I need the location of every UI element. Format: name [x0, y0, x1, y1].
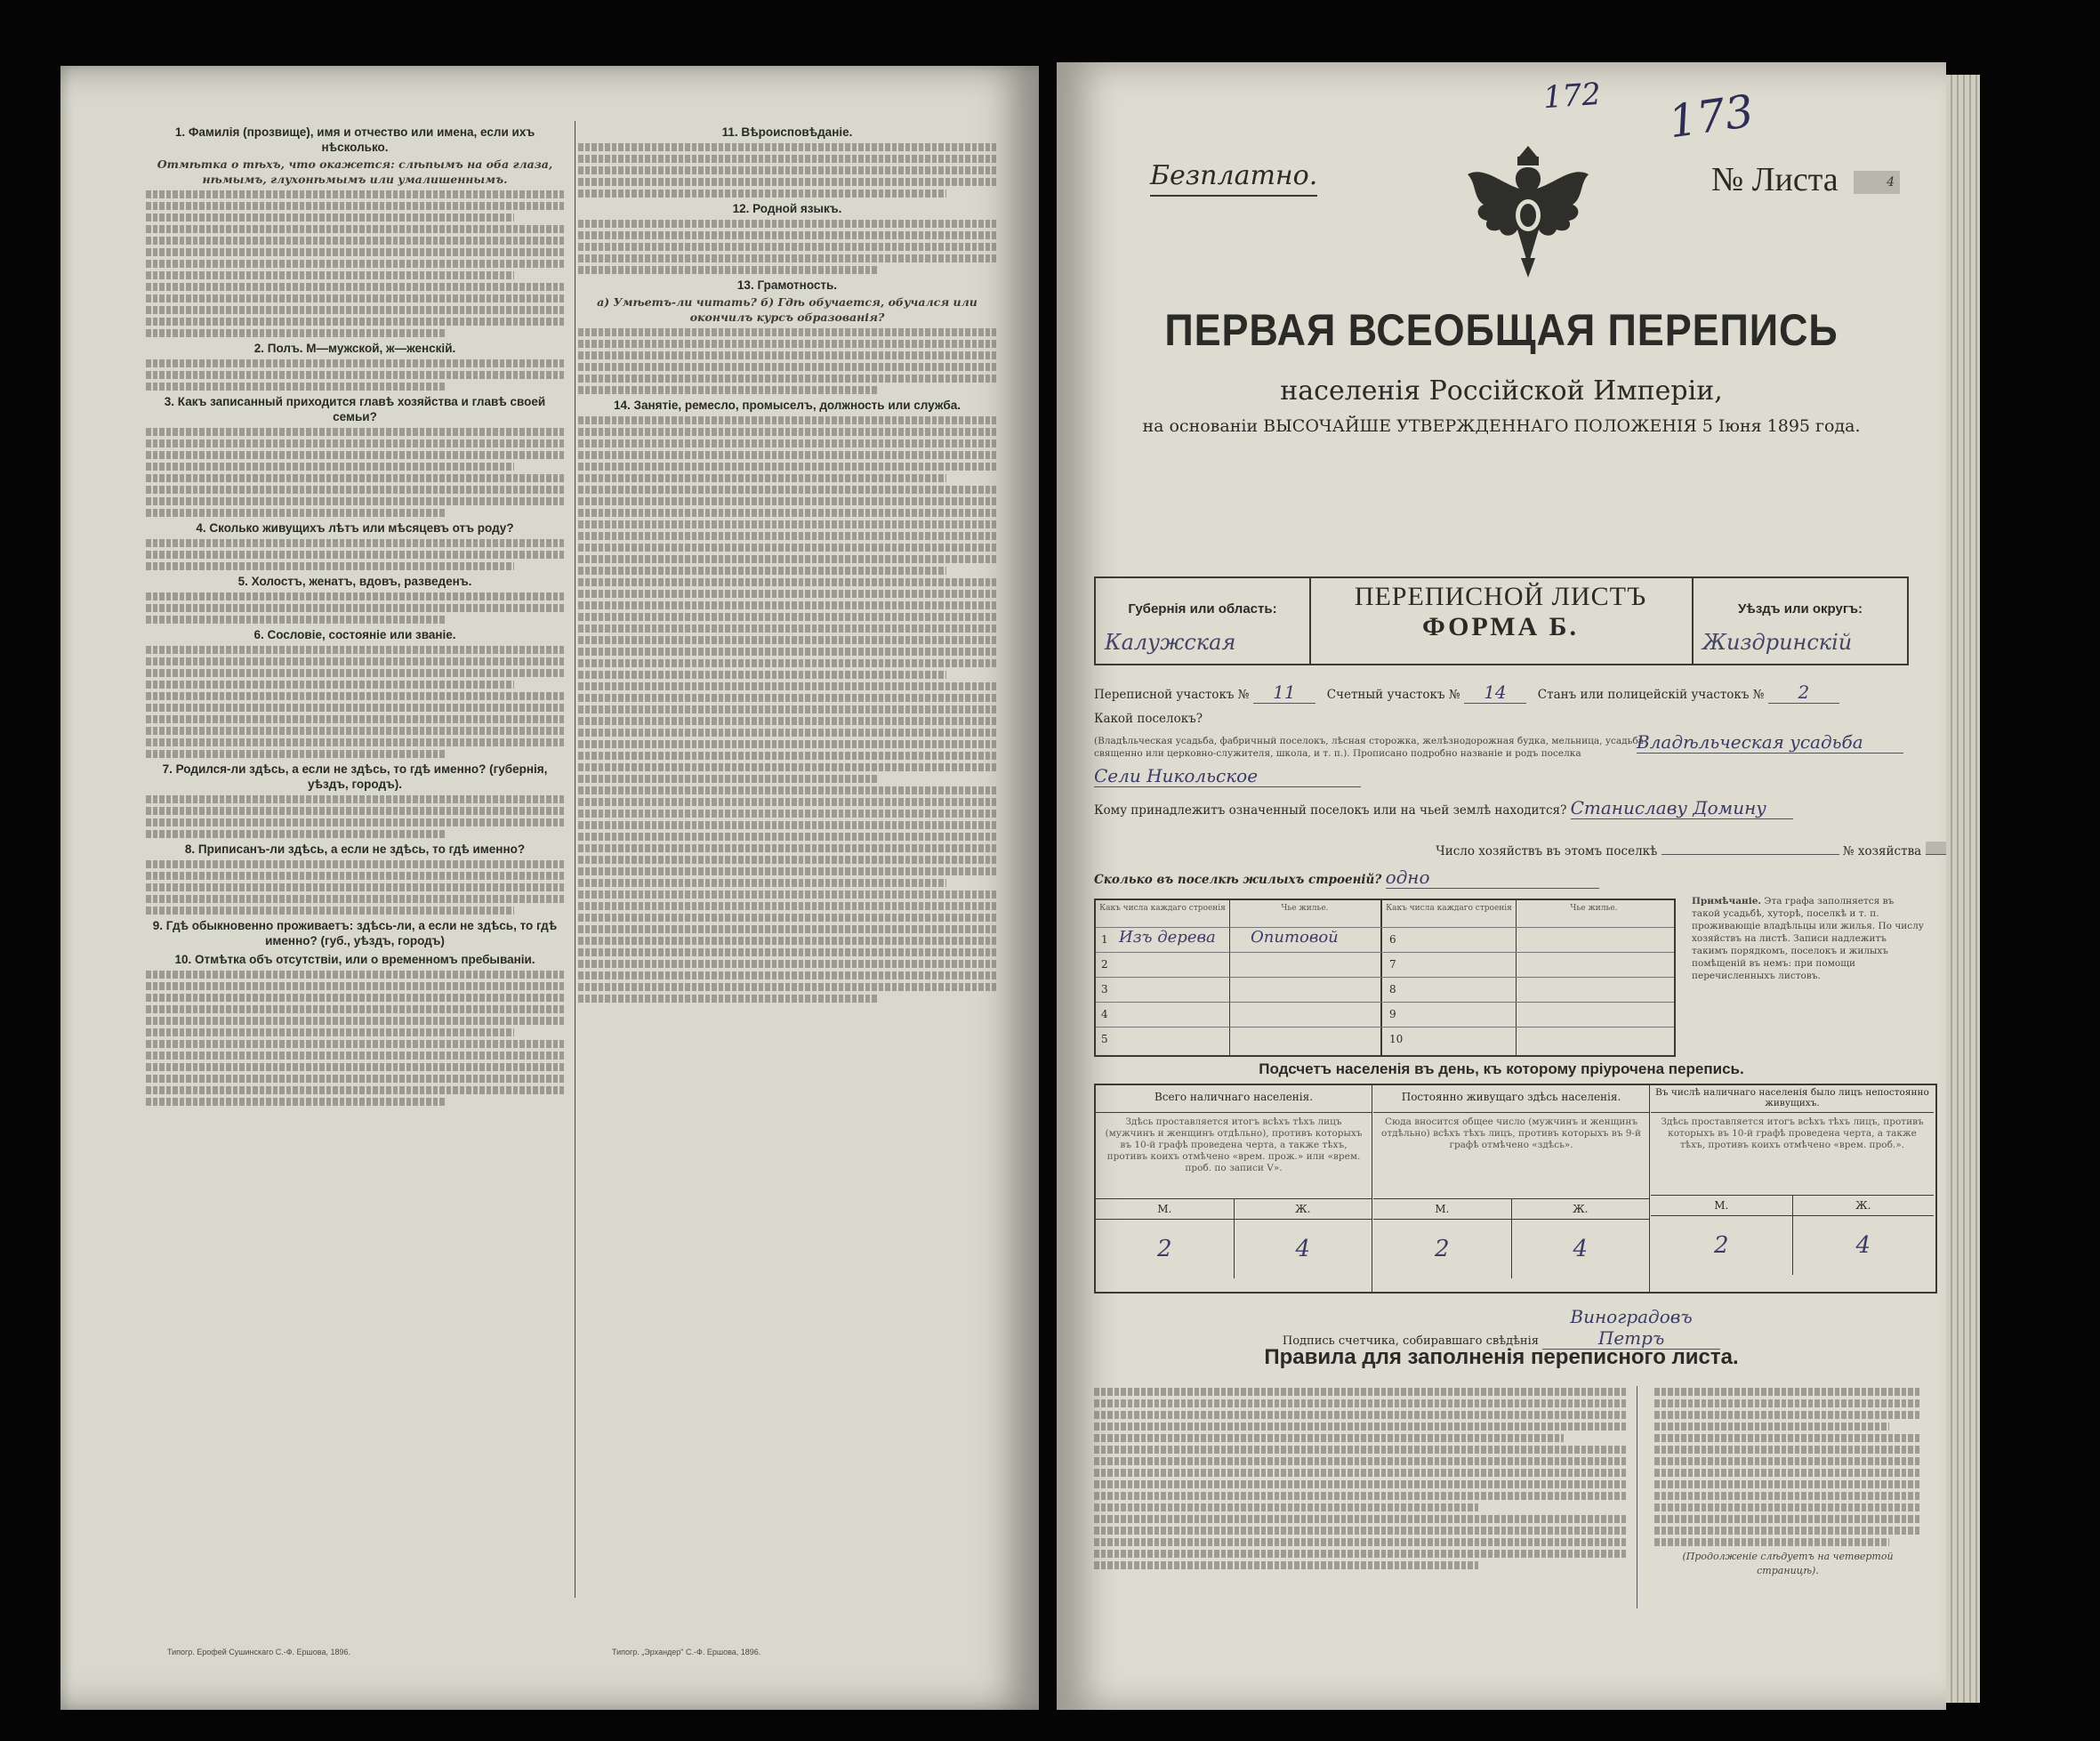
present-population-column [1096, 1085, 1372, 1292]
form-type-cell [1311, 578, 1690, 642]
archive-page-number: 173 [1665, 85, 1758, 149]
signature-label: Подпись счетчика, собиравшаго свѣдѣнія [1282, 1334, 1539, 1348]
column-description: Здѣсь проставляется итогъ всѣхъ тѣхъ лицъ (мужчинъ и женщинъ отдѣльно), противъ которыхъ въ 10-й графѣ проведена черта, а также тѣхъ, противъ коихъ отмѣчено «врем. прож.» или «врем. проб. по записи V». [1096, 1113, 1372, 1199]
column-description: Сюда вносится общее число (мужчинъ и женщинъ отдѣльно) всѣхъ тѣхъ лицъ, противъ которыхъ въ 9-й графѣ отмѣчено «здѣсь». [1373, 1113, 1649, 1199]
row-number: 1 [1101, 933, 1108, 946]
instructions-column-1 [146, 121, 564, 1109]
count-district-value: 14 [1464, 681, 1526, 704]
section-heading: 8. Приписанъ-ли здѣсь, а если не здѣсь, то гдѣ именно? [184, 842, 526, 856]
male-count: 2 [1096, 1220, 1235, 1278]
district-value: Жиздринскій [1702, 630, 1853, 655]
signature-value: Виноградовъ Петръ [1542, 1306, 1720, 1350]
male-label: М. [1373, 1199, 1512, 1219]
sheet-number-label: № Листа [1711, 161, 1839, 198]
settlement-value-2: Сели Никольское [1094, 765, 1361, 787]
form-header-box [1094, 576, 1909, 665]
section-heading: 7. Родился-ли здѣсь, а если не здѣсь, то гдѣ именно? (губернія, уѣздъ, городъ). [162, 762, 548, 791]
note-heading: Примѣчаніе. [1692, 896, 1762, 907]
table-row [1096, 927, 1674, 953]
row-number: 3 [1101, 983, 1108, 995]
stan-label: Станъ или полицейскій участокъ № [1537, 688, 1765, 702]
female-count: 4 [1573, 1236, 1589, 1262]
page-edges [1946, 75, 1980, 1703]
printer-imprint-right: Типогр. „Эрхандер" С.-Ф. Ершова, 1896. [612, 1648, 761, 1656]
rules-title: Правила для заполненія переписного листа. [1264, 1345, 1739, 1369]
province-label: Губернія или область: [1128, 601, 1277, 617]
rules-continuation-note: (Продолженіе слѣдуетъ на четвертой страницѣ). [1682, 1551, 1894, 1576]
section-heading: 14. Занятіе, ремесло, промыселъ, должность или служба. [613, 399, 961, 412]
settlement-value-1: Владѣльческая усадьба [1637, 731, 1903, 754]
section-heading: 13. Грамотность. [736, 278, 838, 292]
enumerator-signature-line [1057, 1306, 1946, 1350]
dwellings-table [1094, 899, 1676, 1057]
printer-imprint-left: Типогр. Ерофей Сушинскаго С.-Ф. Ершова, 1896. [167, 1648, 350, 1656]
households-line [1094, 842, 1922, 858]
dwellings-note [1692, 895, 1925, 982]
female-count: 4 [1295, 1236, 1311, 1262]
row-number: 2 [1101, 958, 1108, 971]
temporary-population-column [1651, 1085, 1934, 1292]
column-header: Чье жилье. [1281, 904, 1329, 913]
district-cell [1692, 578, 1907, 664]
buildings-line [1094, 866, 1905, 889]
female-count: 4 [1855, 1232, 1871, 1259]
province-value: Калужская [1105, 630, 1236, 655]
district-label: Уѣздъ или округъ: [1737, 601, 1863, 617]
census-district-value: 11 [1253, 681, 1316, 704]
imperial-eagle-emblem-icon [1466, 141, 1590, 283]
row-number: 6 [1389, 933, 1396, 946]
male-count: 2 [1651, 1216, 1793, 1275]
table-row [1096, 1002, 1674, 1028]
households-label: Число хозяйствъ въ этомъ поселкѣ [1436, 844, 1658, 858]
settlement-hint: (Владѣльческая усадьба, фабричный поселокъ, лѣсная сторожка, желѣзнодорожная будка, мельница, усадьба священно или церковно-служителя, школа, и т. п.). Прописано подробно названіе и родъ поселка [1094, 736, 1644, 759]
section-heading: 10. Отмѣтка объ отсутствіи, или о временномъ пребываніи. [174, 953, 535, 966]
owner-label: Кому принадлежитъ означенный поселокъ или на чьей землѣ находится? [1094, 803, 1567, 818]
table-row [1096, 952, 1674, 978]
section-subheading: Отмѣтка о тѣхъ, что окажется: слѣпымъ на оба глаза, нѣмымъ, глухонѣмымъ или умалишеннымъ. [157, 157, 553, 186]
female-label: Ж. [1295, 1203, 1311, 1215]
row-number: 9 [1389, 1008, 1396, 1020]
rules-column-2 [1654, 1384, 1921, 1578]
section-heading: 2. Полъ. М—мужской, ж—женскій. [253, 342, 456, 355]
male-label: М. [1651, 1196, 1793, 1215]
section-heading: 9. Гдѣ обыкновенно проживаетъ: здѣсь-ли, а если не здѣсь, то гдѣ именно? (губ., уѣздъ, городъ) [152, 919, 558, 947]
buildings-label: Сколько въ поселкѣ жилыхъ строеній? [1094, 873, 1382, 887]
section-heading: 5. Холостъ, женатъ, вдовъ, разведенъ. [237, 575, 472, 588]
column-header: Какъ числа каждаго строенія [1386, 904, 1512, 913]
left-page-instructions [60, 66, 1039, 1710]
section-heading: 11. Вѣроисповѣданіе. [721, 125, 853, 139]
legal-basis-line: на основаніи ВЫСОЧАЙШЕ УТВЕРЖДЕННАГО ПОЛОЖЕНІЯ 5 Іюня 1895 года. [1142, 416, 1861, 436]
permanent-population-column [1373, 1085, 1650, 1292]
column-header: Въ числѣ наличнаго населенія было лицъ непостоянно живущихъ. [1651, 1085, 1934, 1113]
archive-page-number-old: 172 [1541, 76, 1603, 117]
section-heading: 4. Сколько живущихъ лѣтъ или мѣсяцевъ отъ роду? [196, 521, 514, 535]
column-header: Какъ числа каждаго строенія [1099, 904, 1226, 913]
settlement-label: Какой поселокъ? [1094, 712, 1203, 726]
table-row [1096, 1027, 1674, 1054]
row-number: 5 [1101, 1033, 1108, 1045]
households-no-label: № хозяйства [1842, 844, 1922, 858]
row-number: 8 [1389, 983, 1396, 995]
section-heading: 3. Какъ записанный приходится главѣ хозяйства и главѣ своей семьи? [164, 395, 546, 423]
owner-line [1094, 797, 1905, 819]
section-subheading: а) Умѣетъ-ли читать? б) Гдѣ обучается, обучался или окончилъ курсъ образованія? [597, 295, 978, 324]
row-number: 10 [1389, 1033, 1404, 1045]
row-number: 4 [1101, 1008, 1108, 1020]
settlement-value-1-wrap [1637, 731, 1903, 754]
section-heading: 1. Фамилія (прозвище), имя и отчество или имена, если ихъ нѣсколько. [174, 125, 535, 154]
section-heading: 12. Родной языкъ. [732, 202, 842, 215]
female-label: Ж. [1855, 1199, 1871, 1212]
form-code: ФОРМА Б. [1421, 612, 1580, 641]
rules-column-1 [1094, 1384, 1628, 1573]
column-header: Чье жилье. [1570, 904, 1618, 913]
male-label: М. [1096, 1199, 1235, 1219]
owner-value: Станиславу Домину [1571, 797, 1793, 819]
instructions-column-2 [578, 121, 996, 1006]
stan-value: 2 [1768, 681, 1839, 704]
female-label: Ж. [1573, 1203, 1589, 1215]
page-subtitle: населенія Россійской Имперіи, [1280, 375, 1723, 407]
free-of-charge-label: Безплатно. [1150, 160, 1317, 197]
settlement-value-2-wrap [1094, 765, 1361, 787]
count-district-label: Счетный участокъ № [1326, 688, 1460, 702]
male-count: 2 [1373, 1220, 1512, 1278]
column-header: Всего наличнаго населенія. [1096, 1085, 1372, 1113]
sheet-number-value: 4 [1854, 171, 1900, 194]
row1-kind-value: Изъ дерева [1119, 928, 1216, 947]
population-count-heading: Подсчетъ населенія въ день, къ которому пріурочена перепись. [1259, 1060, 1744, 1077]
population-count-table [1094, 1084, 1937, 1294]
right-page-census-form [1057, 62, 1946, 1710]
row-number: 7 [1389, 958, 1396, 971]
settlement-line [1094, 712, 1905, 726]
row1-owner-value: Опитовой [1251, 928, 1339, 947]
form-name: ПЕРЕПИСНОЙ ЛИСТЪ [1354, 582, 1647, 611]
census-district-label: Переписной участокъ № [1094, 688, 1250, 702]
column-header: Постоянно живущаго здѣсь населенія. [1373, 1085, 1649, 1113]
buildings-value: одно [1386, 866, 1599, 889]
page-title: ПЕРВАЯ ВСЕОБЩАЯ ПЕРЕПИСЬ [1164, 305, 1839, 355]
note-text: Эта графа заполняется въ такой усадьбѣ, хуторѣ, поселкѣ и т. п. проживающіе владѣльцы или жилья. По числу хозяйствъ на листѣ. Записи надлежитъ такимъ порядкомъ, поселокъ и жилыхъ помѣщеній въ немъ: при помощи перечисленныхъ листовъ. [1692, 896, 1924, 981]
province-cell [1096, 578, 1311, 664]
section-heading: 6. Сословіе, состояніе или званіе. [253, 628, 456, 641]
districts-line [1094, 681, 1905, 704]
table-row [1096, 977, 1674, 1003]
column-description: Здѣсь проставляется итогъ всѣхъ тѣхъ лицъ, противъ которыхъ въ 10-й графѣ проведена черта, а также тѣхъ, противъ коихъ отмѣчено «врем. проб.». [1651, 1113, 1934, 1196]
